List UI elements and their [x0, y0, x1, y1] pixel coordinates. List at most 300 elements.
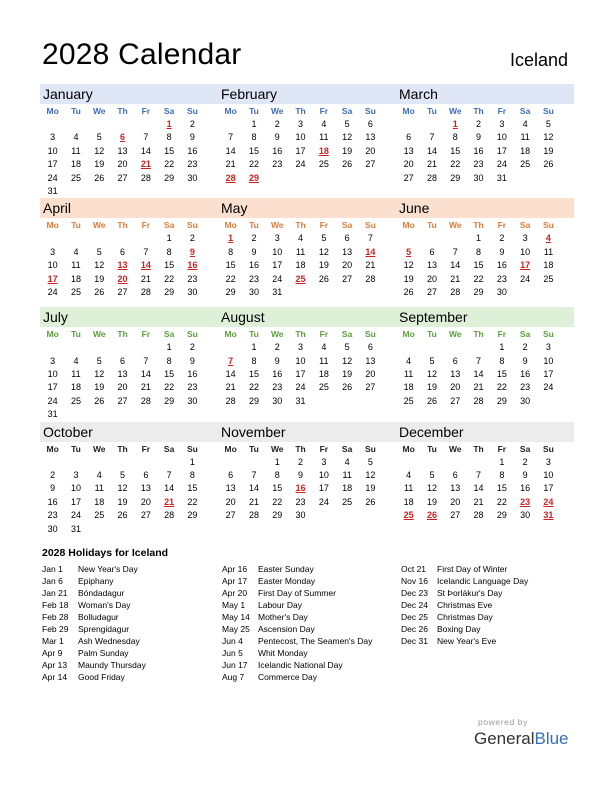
weekday-header: Mo [46, 443, 59, 454]
day-cell: 20 [426, 273, 437, 284]
day-cell: 28 [164, 510, 175, 521]
day-cell: 31 [47, 409, 58, 420]
day-cell: 2 [499, 233, 505, 244]
day-cell: 2 [522, 456, 528, 467]
day-cell: 19 [342, 369, 353, 380]
weekday-header: Mo [46, 220, 59, 231]
day-cell: 22 [450, 159, 461, 170]
day-cell: 7 [166, 470, 172, 481]
weekday-header: Th [473, 329, 484, 340]
holiday-date-label: May 1 [222, 600, 246, 610]
holiday-date: 21 [164, 496, 175, 507]
day-cell: 10 [543, 355, 554, 366]
day-cell: 9 [274, 132, 280, 143]
empty-cell [64, 341, 87, 354]
weekday-header: Fr [497, 329, 507, 340]
day-cell: 10 [496, 132, 507, 143]
month-july [40, 307, 218, 421]
weekday-header: Sa [341, 329, 353, 340]
day-cell: 28 [473, 510, 484, 521]
powered-by-label: powered by [478, 717, 528, 727]
day-cell: 29 [450, 172, 461, 183]
day-cell: 16 [187, 145, 198, 156]
day-cell: 20 [450, 496, 461, 507]
day-cell: 14 [140, 145, 151, 156]
weekday-header: Fr [497, 443, 507, 454]
holiday-row [222, 575, 402, 587]
holiday-row [42, 587, 222, 599]
holiday-date: 20 [117, 273, 128, 284]
weekday-header: We [270, 220, 284, 231]
day-cell: 29 [496, 395, 507, 406]
day-cell: 19 [342, 145, 353, 156]
day-cell: 5 [367, 456, 373, 467]
weekday-header: Su [364, 106, 376, 116]
day-cell: 6 [367, 119, 373, 129]
day-cell: 26 [365, 496, 376, 507]
day-cell: 28 [225, 395, 236, 406]
day-cell: 4 [321, 119, 327, 129]
day-cell: 13 [117, 369, 128, 380]
day-cell: 8 [251, 132, 257, 143]
day-cell: 25 [318, 159, 329, 170]
day-cell: 16 [187, 369, 198, 380]
day-cell: 18 [70, 382, 81, 393]
day-cell: 9 [189, 132, 195, 143]
day-cell: 13 [426, 260, 437, 271]
empty-cell [41, 118, 64, 131]
day-cell: 17 [295, 145, 306, 156]
month-january [40, 84, 218, 198]
day-cell: 26 [94, 395, 105, 406]
weekday-header: Th [295, 220, 306, 231]
day-cell: 1 [251, 119, 257, 129]
day-cell: 9 [251, 246, 257, 257]
day-cell: 15 [164, 369, 175, 380]
weekday-header: Su [542, 220, 554, 231]
day-cell: 21 [225, 159, 236, 170]
day-cell: 12 [342, 355, 353, 366]
holiday-column [222, 563, 402, 683]
holiday-name: Woman's Day [78, 600, 131, 610]
day-cell: 17 [496, 145, 507, 156]
day-cell: 28 [473, 395, 484, 406]
day-cell: 17 [295, 369, 306, 380]
month-name: November [218, 422, 396, 442]
day-cell: 8 [499, 470, 505, 481]
day-cell: 6 [143, 470, 149, 481]
day-cell: 23 [473, 159, 484, 170]
day-cell: 2 [189, 342, 195, 353]
day-cell: 3 [50, 132, 56, 143]
day-cell: 24 [272, 273, 283, 284]
day-grid [218, 104, 396, 185]
day-cell: 28 [140, 286, 151, 297]
day-cell: 18 [295, 260, 306, 271]
empty-cell [41, 456, 64, 469]
holiday-name: Boxing Day [437, 624, 481, 634]
day-cell: 21 [473, 496, 484, 507]
day-cell: 4 [298, 233, 304, 244]
month-name: September [396, 307, 574, 327]
day-cell: 21 [248, 496, 259, 507]
day-cell: 14 [140, 369, 151, 380]
day-grid [40, 442, 218, 536]
empty-cell [111, 232, 134, 245]
day-cell: 11 [319, 355, 329, 366]
day-cell: 23 [520, 382, 531, 393]
day-cell: 22 [248, 159, 259, 170]
day-cell: 27 [342, 273, 353, 284]
holiday-name: Christmas Eve [437, 600, 493, 610]
day-cell: 30 [47, 523, 58, 534]
day-cell: 18 [342, 483, 353, 494]
day-cell: 24 [295, 159, 306, 170]
day-cell: 22 [164, 382, 175, 393]
empty-cell [157, 456, 180, 469]
day-cell: 4 [73, 355, 79, 366]
day-cell: 20 [117, 382, 128, 393]
holiday-row [42, 659, 222, 671]
weekday-header: Tu [249, 443, 259, 454]
day-cell: 27 [450, 510, 461, 521]
holiday-name: First Day of Summer [258, 588, 336, 598]
weekday-header: We [92, 329, 106, 340]
empty-cell [88, 232, 111, 245]
day-cell: 31 [496, 172, 507, 183]
day-cell: 13 [365, 355, 376, 366]
day-cell: 30 [473, 172, 484, 183]
day-cell: 12 [94, 145, 105, 156]
day-cell: 18 [94, 496, 105, 507]
month-name: January [40, 84, 218, 104]
day-cell: 5 [344, 342, 350, 353]
weekday-header: Tu [71, 106, 81, 116]
holiday-name: Bóndadagur [78, 588, 125, 598]
weekday-header: Sa [341, 220, 353, 231]
day-cell: 17 [543, 483, 554, 494]
day-cell: 10 [47, 260, 58, 271]
day-cell: 15 [272, 483, 283, 494]
day-cell: 25 [520, 159, 531, 170]
holiday-row [42, 623, 222, 635]
day-cell: 23 [496, 273, 507, 284]
empty-cell [444, 232, 467, 245]
weekday-header: We [448, 443, 462, 454]
day-cell: 8 [189, 470, 195, 481]
day-cell: 11 [94, 483, 104, 494]
day-cell: 7 [452, 246, 458, 257]
day-cell: 16 [272, 145, 283, 156]
day-cell: 12 [342, 132, 353, 143]
day-cell: 6 [120, 246, 126, 257]
day-cell: 2 [189, 119, 195, 129]
holiday-date-label: Apr 20 [222, 588, 248, 598]
brand-blue: Blue [534, 729, 569, 748]
day-cell: 22 [496, 496, 507, 507]
holiday-date-label: Jun 5 [222, 648, 243, 658]
day-cell: 3 [298, 342, 304, 353]
day-cell: 17 [47, 159, 58, 170]
day-cell: 24 [47, 286, 58, 297]
day-cell: 12 [426, 369, 437, 380]
day-cell: 27 [117, 286, 128, 297]
day-cell: 24 [543, 382, 554, 393]
day-cell: 26 [403, 286, 414, 297]
day-cell: 14 [450, 260, 461, 271]
day-cell: 8 [274, 470, 280, 481]
weekday-header: Th [117, 106, 128, 116]
day-cell: 7 [476, 470, 482, 481]
day-cell: 20 [450, 382, 461, 393]
day-cell: 11 [295, 246, 306, 257]
day-cell: 16 [473, 145, 484, 156]
day-cell: 7 [228, 132, 234, 143]
day-cell: 9 [522, 355, 528, 366]
weekday-header: Su [186, 329, 198, 340]
day-cell: 29 [164, 395, 175, 406]
empty-cell [41, 232, 64, 245]
holiday-date: 14 [365, 246, 376, 257]
holiday-row [42, 647, 222, 659]
month-name: August [218, 307, 396, 327]
day-cell: 10 [70, 483, 81, 494]
holiday-date: 25 [403, 510, 414, 521]
holiday-name: Maundy Thursday [78, 660, 146, 670]
weekday-header: Fr [319, 329, 329, 340]
holiday-row [222, 587, 402, 599]
day-cell: 29 [164, 286, 175, 297]
day-cell: 31 [70, 523, 81, 534]
day-cell: 21 [473, 382, 484, 393]
day-cell: 23 [187, 382, 198, 393]
holiday-date-label: Feb 18 [42, 600, 69, 610]
holiday-date-label: Apr 17 [222, 576, 248, 586]
day-cell: 6 [120, 355, 126, 366]
holiday-date: 16 [187, 260, 198, 271]
weekday-header: Mo [402, 220, 415, 231]
day-cell: 14 [473, 483, 484, 494]
holiday-name: Ash Wednesday [78, 636, 140, 646]
holiday-row [401, 635, 581, 647]
brand-logo[interactable] [474, 729, 569, 749]
day-cell: 16 [272, 369, 283, 380]
holiday-row [42, 635, 222, 647]
holiday-name: Whit Monday [258, 648, 308, 658]
day-cell: 9 [298, 470, 304, 481]
holiday-date-label: May 25 [222, 624, 250, 634]
holiday-date-label: Feb 28 [42, 612, 69, 622]
holiday-row [222, 647, 402, 659]
holiday-name: Easter Monday [258, 576, 316, 586]
day-cell: 19 [365, 483, 376, 494]
day-cell: 30 [295, 510, 306, 521]
country-name: Iceland [509, 50, 568, 70]
day-cell: 25 [342, 496, 353, 507]
day-cell: 30 [187, 395, 198, 406]
holiday-date-label: Dec 24 [401, 600, 428, 610]
day-cell: 12 [117, 483, 128, 494]
weekday-header: Su [542, 443, 554, 454]
day-cell: 3 [321, 456, 327, 467]
day-cell: 25 [94, 510, 105, 521]
day-cell: 4 [406, 355, 412, 366]
calendar-grid [40, 84, 574, 536]
holiday-date: 1 [452, 119, 458, 129]
weekday-header: We [448, 329, 462, 340]
day-cell: 25 [70, 286, 81, 297]
day-cell: 8 [476, 246, 482, 257]
day-cell: 25 [403, 395, 414, 406]
day-cell: 13 [365, 132, 376, 143]
day-cell: 28 [365, 273, 376, 284]
day-cell: 13 [450, 483, 461, 494]
weekday-header: Su [186, 220, 198, 231]
day-cell: 8 [228, 246, 234, 257]
weekday-header: Sa [519, 329, 531, 340]
day-cell: 15 [248, 369, 259, 380]
weekday-header: Sa [519, 106, 531, 116]
day-cell: 8 [251, 355, 257, 366]
day-cell: 11 [71, 260, 81, 271]
holiday-name: Pentecost, The Seamen's Day [258, 636, 373, 646]
day-cell: 22 [187, 496, 198, 507]
weekday-header: Su [542, 106, 554, 116]
day-cell: 20 [365, 369, 376, 380]
day-cell: 21 [140, 273, 151, 284]
holiday-date-label: Dec 23 [401, 588, 428, 598]
holiday-date-label: Dec 26 [401, 624, 428, 634]
day-cell: 29 [248, 395, 259, 406]
holiday-date-label: Feb 29 [42, 624, 69, 634]
holiday-date: 17 [47, 273, 58, 284]
day-cell: 28 [450, 286, 461, 297]
day-cell: 2 [476, 119, 482, 129]
holiday-name: Labour Day [258, 600, 302, 610]
weekday-header: Mo [46, 106, 59, 116]
holiday-row [401, 599, 581, 611]
day-cell: 9 [522, 470, 528, 481]
holiday-date-label: Jan 21 [42, 588, 68, 598]
day-cell: 24 [47, 395, 58, 406]
weekday-header: Su [364, 443, 376, 454]
day-cell: 3 [274, 233, 280, 244]
day-cell: 24 [295, 382, 306, 393]
empty-cell [64, 456, 87, 469]
day-cell: 3 [73, 470, 79, 481]
day-cell: 5 [96, 355, 102, 366]
holiday-row [401, 587, 581, 599]
day-cell: 30 [187, 286, 198, 297]
day-cell: 16 [520, 483, 531, 494]
month-november [218, 422, 396, 536]
weekday-header: Sa [519, 443, 531, 454]
day-cell: 11 [71, 145, 81, 156]
month-name: June [396, 198, 574, 218]
holiday-name: Christmas Day [437, 612, 493, 622]
holiday-date-label: Jun 17 [222, 660, 248, 670]
holiday-row [42, 575, 222, 587]
empty-cell [420, 456, 443, 469]
page-title: 2028 Calendar [42, 38, 242, 71]
holiday-date-label: Nov 16 [401, 576, 428, 586]
day-cell: 10 [520, 246, 531, 257]
holiday-name: Easter Sunday [258, 564, 314, 574]
day-cell: 19 [117, 496, 128, 507]
holiday-column [401, 563, 581, 647]
weekday-header: Th [295, 106, 306, 116]
day-cell: 1 [251, 342, 257, 353]
empty-cell [134, 341, 157, 354]
day-cell: 2 [274, 342, 280, 353]
day-cell: 26 [342, 382, 353, 393]
day-cell: 19 [426, 382, 437, 393]
weekday-header: Th [117, 220, 128, 231]
month-october [40, 422, 218, 536]
holiday-date-label: Dec 31 [401, 636, 428, 646]
holiday-date-label: Jan 1 [42, 564, 63, 574]
holiday-row [401, 623, 581, 635]
day-cell: 5 [429, 355, 435, 366]
day-cell: 1 [166, 233, 172, 244]
day-cell: 5 [344, 119, 350, 129]
day-cell: 6 [344, 233, 350, 244]
weekday-header: Tu [427, 106, 437, 116]
day-cell: 24 [70, 510, 81, 521]
day-cell: 27 [403, 172, 414, 183]
weekday-header: Fr [319, 220, 329, 231]
day-cell: 22 [225, 273, 236, 284]
weekday-header: Fr [319, 106, 329, 116]
holiday-row [222, 671, 402, 683]
day-cell: 3 [298, 119, 304, 129]
holiday-row [222, 659, 402, 671]
day-cell: 20 [140, 496, 151, 507]
day-grid [218, 218, 396, 299]
day-cell: 3 [50, 355, 56, 366]
day-cell: 4 [96, 470, 102, 481]
holiday-date-label: Mar 1 [42, 636, 64, 646]
day-grid [218, 442, 396, 523]
day-cell: 22 [248, 382, 259, 393]
weekday-header: We [270, 106, 284, 116]
day-cell: 11 [319, 132, 329, 143]
day-cell: 16 [520, 369, 531, 380]
holiday-date: 21 [140, 159, 151, 170]
weekday-header: Fr [319, 443, 329, 454]
empty-cell [219, 341, 242, 354]
empty-cell [397, 232, 420, 245]
day-cell: 4 [73, 132, 79, 143]
day-cell: 20 [117, 159, 128, 170]
holiday-column [42, 563, 222, 683]
weekday-header: Th [473, 106, 484, 116]
day-cell: 2 [274, 119, 280, 129]
day-cell: 22 [473, 273, 484, 284]
empty-cell [467, 341, 490, 354]
holiday-date: 29 [248, 172, 259, 183]
holiday-date: 1 [228, 233, 234, 244]
day-cell: 23 [295, 496, 306, 507]
empty-cell [420, 341, 443, 354]
holiday-date-label: Apr 14 [42, 672, 68, 682]
day-cell: 5 [120, 470, 126, 481]
day-cell: 31 [272, 286, 283, 297]
day-cell: 5 [96, 132, 102, 143]
day-cell: 11 [543, 246, 554, 257]
weekday-header: Tu [427, 220, 437, 231]
holiday-row [42, 611, 222, 623]
